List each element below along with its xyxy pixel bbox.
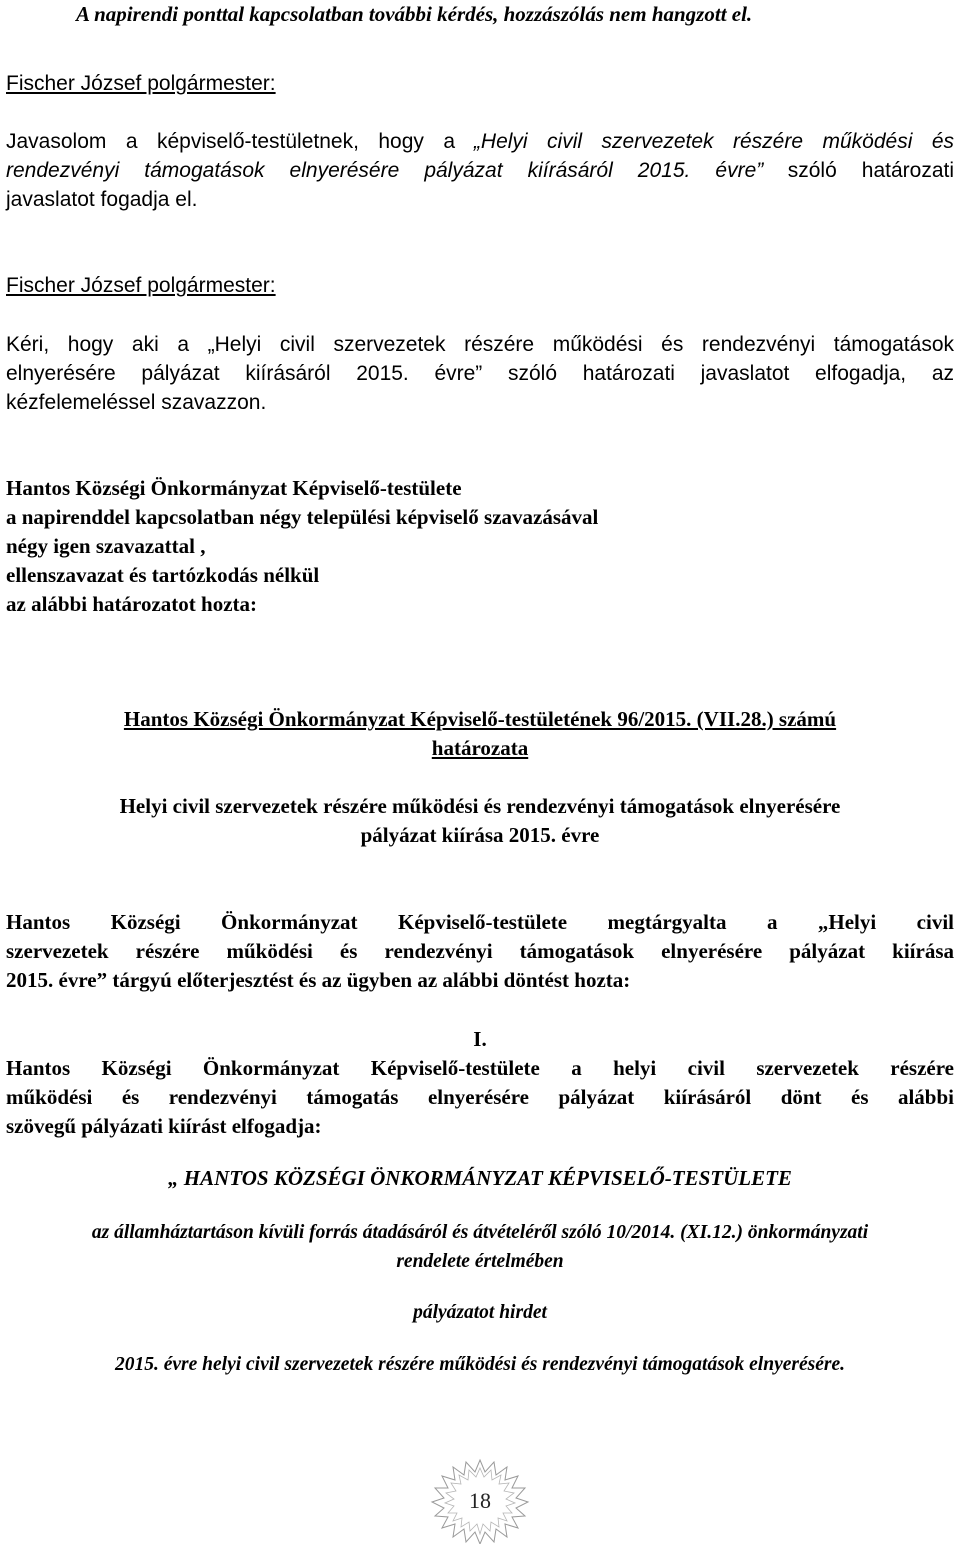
proposal-line-2: rendezvényi támogatások elnyerésére pályázat kiírásáról 2015. évre” szóló határozati <box>6 159 955 182</box>
proposal-line-3: javaslatot fogadja el. <box>6 188 198 211</box>
speaker-heading: Fischer József polgármester: <box>6 72 276 95</box>
call-header: „ HANTOS KÖZSÉGI ÖNKORMÁNYZAT KÉPVISELŐ-TESTÜLETE <box>168 1166 792 1190</box>
vote-result: Hantos Községi Önkormányzat Képviselő-testülete a napirenddel kapcsolatban négy települési képviselő szavazásával négy igen szavazattal , ellenszavazat és tartózkodás nélkül az alábbi határozatot hozta: <box>6 476 599 616</box>
call-subject: 2015. évre helyi civil szervezetek részére működési és rendezvényi támogatások elnyerésére. <box>114 1354 845 1375</box>
vote-request-paragraph: Kéri, hogy aki a „Helyi civil szervezetek részére működési és rendezvényi támogatások elnyerésére pályázat kiírásáról 2015. évre” szóló határozati javaslatot elfogadja, az kézfelemeléssel szavazzon. <box>6 333 954 414</box>
call-decree: az államháztartáson kívüli forrás átadásáról és átvételéről szóló 10/2014. (XI.12.) önkormányzati rendelete értelmében <box>91 1222 869 1272</box>
proposal-line-1: Javasolom a képviselő-testületnek, hogy a „Helyi civil szervezetek részére működési és <box>6 130 954 153</box>
call-announce: pályázatot hirdet <box>413 1302 547 1323</box>
resolution-intro: Hantos Községi Önkormányzat Képviselő-testülete megtárgyalta a „Helyi civil szervezetek részére működési és rendezvényi támogatások elnyerésére pályázat kiírása 2015. évre” tárgyú előterjesztést és az ügyben az alábbi döntést hozta: <box>6 910 954 992</box>
speaker-heading: Fischer József polgármester: <box>6 274 276 297</box>
page-number: 18 <box>469 1488 491 1513</box>
proposal-paragraph <box>6 127 954 214</box>
agenda-note: A napirendi ponttal kapcsolatban további kérdés, hozzászólás nem hangzott el. <box>76 2 753 26</box>
section-text: Hantos Községi Önkormányzat Képviselő-testülete a helyi civil szervezetek részére működési és rendezvényi támogatás elnyerésére pályázat kiírásáról dönt és alábbi szövegű pályázati kiírást elfogadja: <box>6 1056 954 1138</box>
page-number-badge <box>430 1458 530 1544</box>
resolution-title: Hantos Községi Önkormányzat Képviselő-testületének 96/2015. (VII.28.) számú határozata <box>123 707 837 760</box>
section-numeral: I. <box>473 1027 487 1051</box>
resolution-subject: Helyi civil szervezetek részére működési és rendezvényi támogatások elnyerésére pályázat kiírása 2015. évre <box>119 794 841 847</box>
